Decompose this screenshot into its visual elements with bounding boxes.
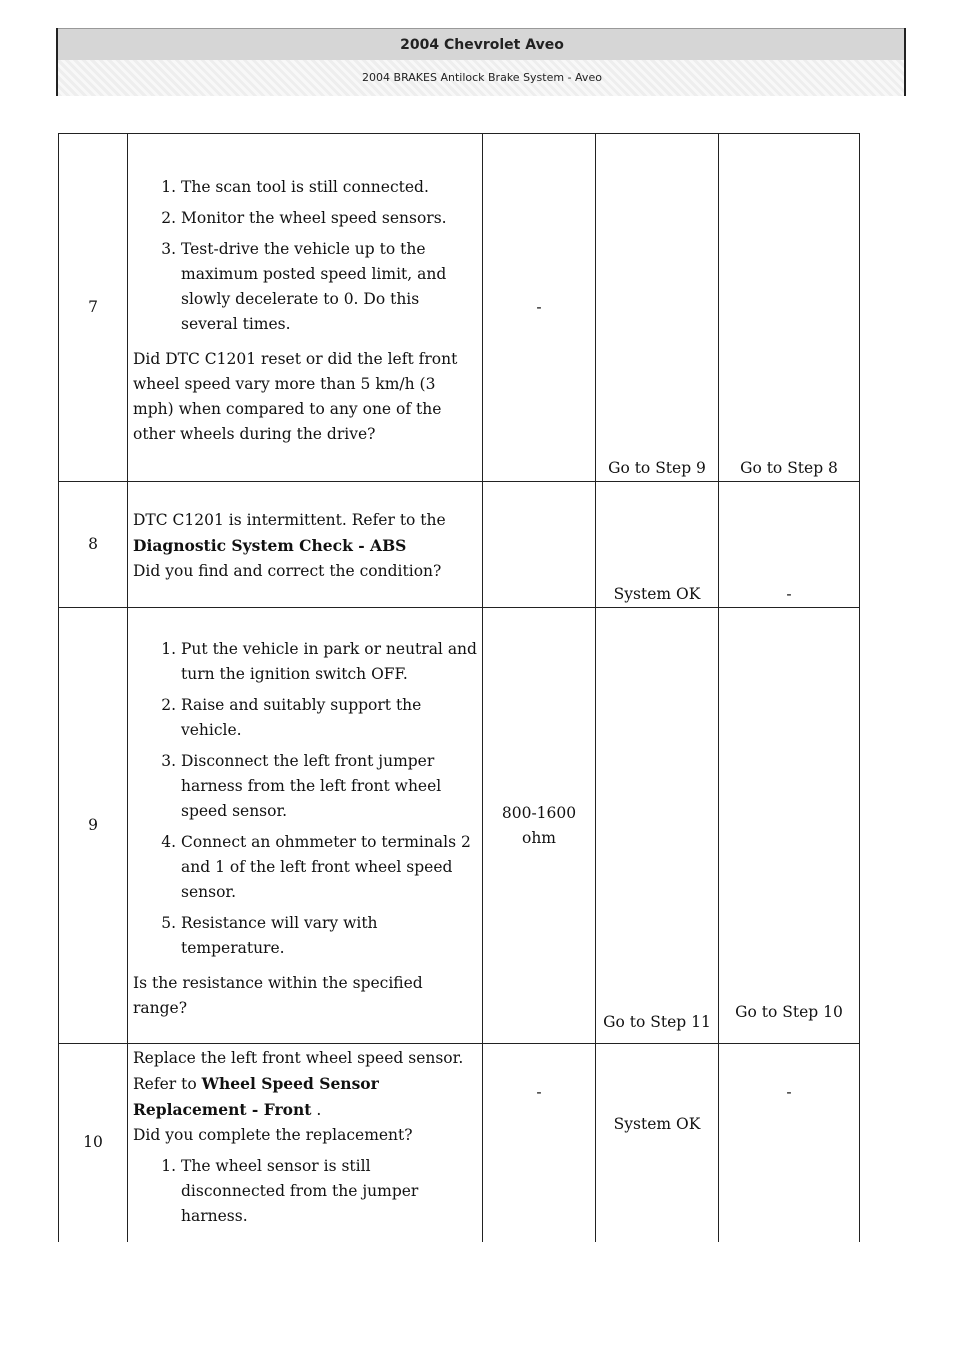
header-right-border (904, 28, 906, 96)
document-title: 2004 Chevrolet Aveo (58, 28, 906, 61)
step-list (133, 637, 478, 961)
diagnostic-table (58, 133, 860, 1242)
step-no-action: - (719, 482, 860, 608)
header-left-border (56, 28, 58, 96)
step-action (128, 134, 483, 482)
step-yes-action: System OK (596, 1044, 719, 1242)
table-row-step-10 (59, 1044, 860, 1242)
step-text: DTC C1201 is intermittent. Refer to the (133, 510, 446, 529)
document-subtitle: 2004 BRAKES Antilock Brake System - Aveo (58, 60, 906, 96)
step-action (128, 482, 483, 608)
wheel-speed-sensor-replacement-link[interactable]: Wheel Speed Sensor Replacement - Front (133, 1074, 379, 1119)
list-item: 1. The wheel sensor is still disconnected from the jumper harness. (181, 1154, 478, 1229)
list-item: 3. Test-drive the vehicle up to the maximum posted speed limit, and slowly decelerate to 0. Do this several times. (181, 237, 478, 337)
step-yes-action: Go to Step 11 (596, 608, 719, 1044)
step-list (133, 1154, 478, 1229)
step-number: 8 (59, 482, 128, 608)
step-question: Did you find and correct the condition? (133, 561, 442, 580)
step-question: Did DTC C1201 reset or did the left front wheel speed vary more than 5 km/h (3 mph) when compared to any one of the other wheels during the drive? (133, 349, 458, 443)
step-text: . (311, 1101, 322, 1119)
list-item: 2. Monitor the wheel speed sensors. (181, 206, 478, 231)
step-no-action: Go to Step 10 (719, 608, 860, 1044)
step-no-action: Go to Step 8 (719, 134, 860, 482)
step-number: 9 (59, 608, 128, 1044)
step-number: 10 (59, 1044, 128, 1242)
step-action (128, 608, 483, 1044)
step-yes-action: Go to Step 9 (596, 134, 719, 482)
step-action (128, 1044, 483, 1242)
list-item: 3. Disconnect the left front jumper harness from the left front wheel speed sensor. (181, 749, 478, 824)
table-row-step-7 (59, 134, 860, 482)
step-value: - (483, 1044, 596, 1242)
table-row-step-8 (59, 482, 860, 608)
list-item: 4. Connect an ohmmeter to terminals 2 and 1 of the left front wheel speed sensor. (181, 830, 478, 905)
document-header (58, 28, 906, 96)
step-no-action: - (719, 1044, 860, 1242)
list-item: 5. Resistance will vary with temperature. (181, 911, 478, 961)
step-question: Is the resistance within the specified range? (133, 973, 423, 1017)
step-value: - (483, 134, 596, 482)
list-item: 1. Put the vehicle in park or neutral and turn the ignition switch OFF. (181, 637, 478, 687)
step-question: Did you complete the replacement? (133, 1126, 413, 1144)
list-item: 1. The scan tool is still connected. (181, 175, 478, 200)
step-list (133, 175, 478, 337)
table-row-step-9 (59, 608, 860, 1044)
list-item: 2. Raise and suitably support the vehicle. (181, 693, 478, 743)
step-text: Replace the left front wheel speed sensor. Refer to (133, 1049, 464, 1093)
step-yes-action: System OK (596, 482, 719, 608)
diagnostic-system-check-link[interactable]: Diagnostic System Check - ABS (133, 535, 407, 555)
step-value: 800-1600 ohm (483, 608, 596, 1044)
step-number: 7 (59, 134, 128, 482)
step-value (483, 482, 596, 608)
